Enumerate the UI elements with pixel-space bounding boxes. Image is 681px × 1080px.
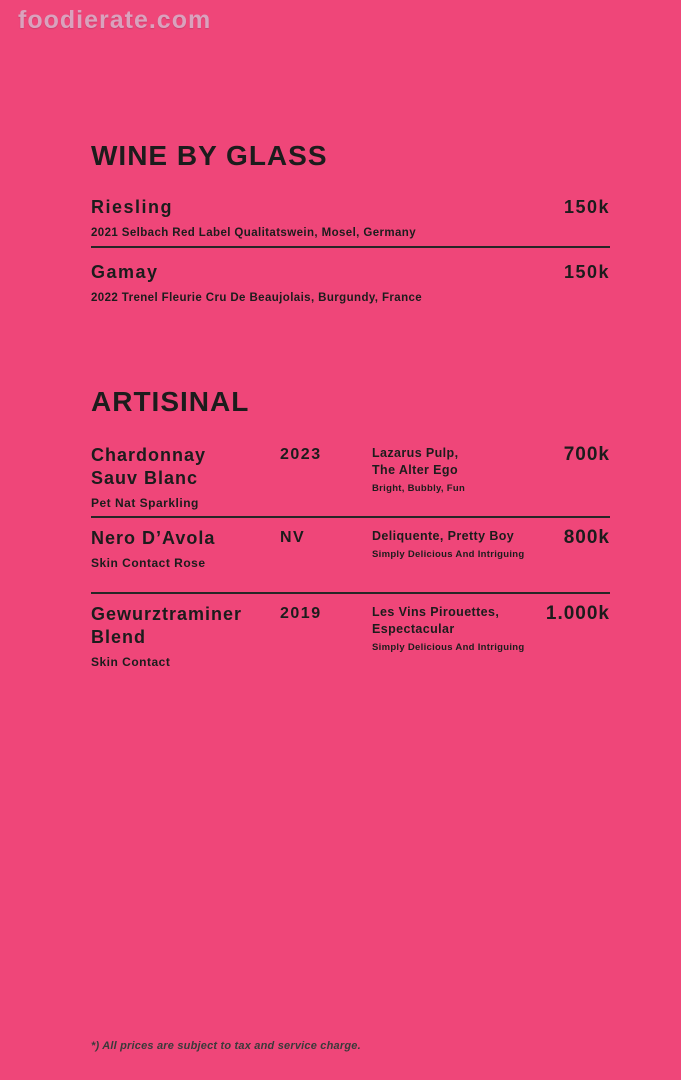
item-vintage: 2023 <box>280 446 322 463</box>
item-producer-block <box>372 603 544 653</box>
item-tasting-note: Bright, Bubbly, Fun <box>372 483 466 494</box>
footnote: *) All prices are subject to tax and service charge. <box>91 1040 361 1052</box>
item-name: Riesling <box>91 197 174 217</box>
item-vintage: 2019 <box>280 605 322 622</box>
item-tasting-note: Simply Delicious And Intriguing <box>372 549 525 560</box>
item-producer-line: Espectacular <box>372 622 455 636</box>
item-producer-line: Les Vins Pirouettes, <box>372 605 500 619</box>
item-name-line: Gewurztraminer <box>91 604 243 624</box>
item-vintage: NV <box>280 529 306 546</box>
item-style-label: Pet Nat Sparkling <box>91 496 199 510</box>
item-name-block <box>91 603 280 669</box>
item-producer-block <box>372 527 544 560</box>
item-description: 2022 Trenel Fleurie Cru De Beaujolais, Burgundy, France <box>91 292 423 304</box>
item-producer-line: Lazarus Pulp, <box>372 446 459 460</box>
watermark: foodierate.com <box>18 6 212 34</box>
item-price: 1.000k <box>545 603 610 624</box>
item-tasting-note: Simply Delicious And Intriguing <box>372 642 525 653</box>
divider <box>91 246 610 248</box>
menu-item-gewurztraminer-blend <box>91 603 610 669</box>
item-name-line: Blend <box>91 627 147 647</box>
item-producer-block <box>372 444 544 494</box>
item-name: Gamay <box>91 262 159 282</box>
item-description: 2021 Selbach Red Label Qualitatswein, Mosel, Germany <box>91 227 417 239</box>
section-heading-artisinal: ARTISINAL <box>91 386 250 417</box>
item-price: 700k <box>563 444 610 465</box>
divider <box>91 516 610 518</box>
menu-item-nero-davola <box>91 527 610 570</box>
item-name-line: Chardonnay <box>91 445 207 465</box>
item-price: 150k <box>563 197 610 217</box>
item-style-label: Skin Contact Rose <box>91 556 206 570</box>
menu-item-chardonnay-sauv-blanc <box>91 444 610 510</box>
item-name-block <box>91 527 280 570</box>
item-producer-line: Deliquente, Pretty Boy <box>372 529 515 543</box>
item-price: 150k <box>563 262 610 282</box>
item-producer-line: The Alter Ego <box>372 463 458 477</box>
menu-item-riesling <box>91 197 610 239</box>
item-price: 800k <box>563 527 610 548</box>
item-name-line: Sauv Blanc <box>91 468 199 488</box>
menu-item-gamay <box>91 262 610 304</box>
item-style-label: Skin Contact <box>91 655 171 669</box>
divider <box>91 592 610 594</box>
section-heading-wine-by-glass: WINE BY GLASS <box>91 140 328 171</box>
item-name-block <box>91 444 280 510</box>
item-name-line: Nero D’Avola <box>91 528 216 548</box>
